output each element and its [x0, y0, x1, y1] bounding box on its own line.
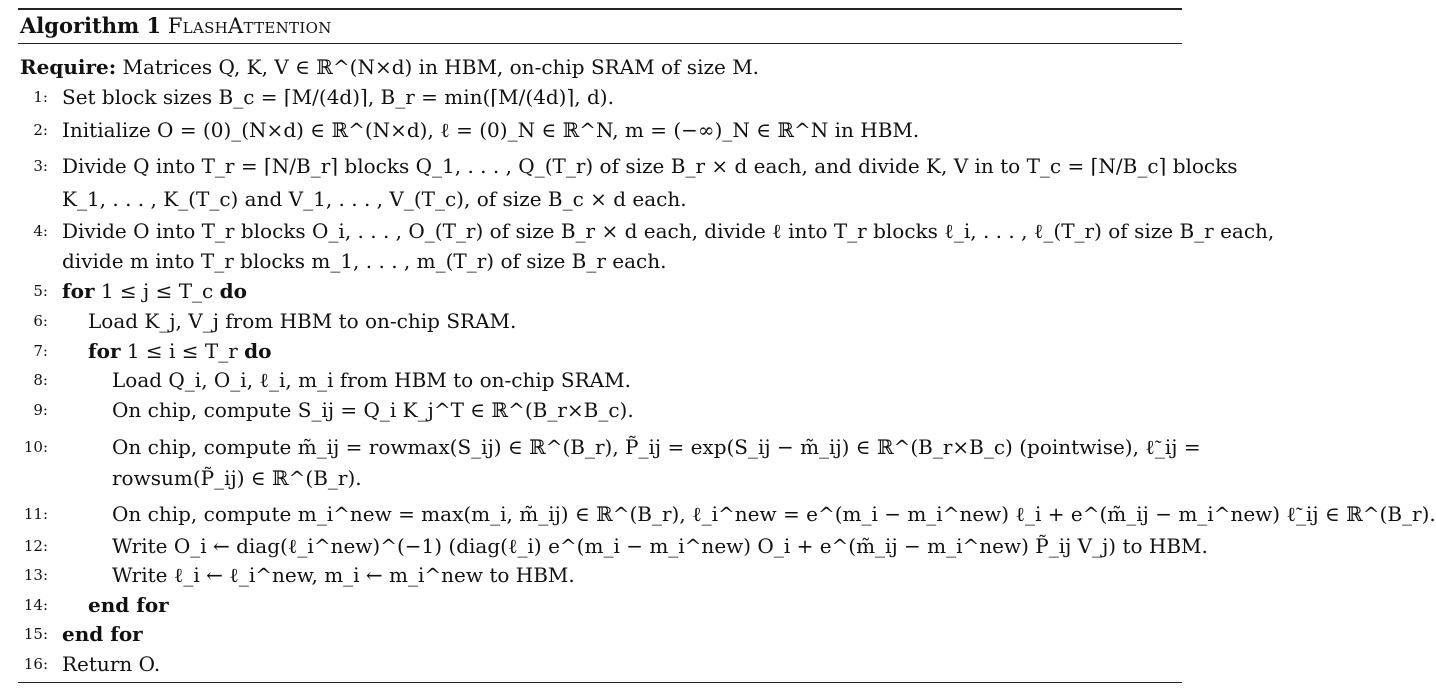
line-text: Initialize O = (0)_(N×d) ∈ ℝ^(N×d), ℓ = (0)_N ∈ ℝ^N, m = (−∞)_N ∈ ℝ^N in HBM.: [62, 118, 920, 142]
line-number: 10:: [23, 438, 48, 456]
for-keyword: for: [88, 339, 121, 363]
require-keyword: Require:: [20, 55, 117, 79]
line-text: [62, 278, 1180, 304]
loop-range: 1 ≤ i ≤ T_r: [126, 339, 238, 363]
require-line: [20, 54, 759, 80]
top-rule: [18, 8, 1182, 10]
require-text: Matrices Q, K, V ∈ ℝ^(N×d) in HBM, on-chip SRAM of size M.: [122, 55, 760, 79]
line-number: 13:: [23, 566, 48, 584]
line-number: 11:: [23, 505, 48, 523]
line-text: On chip, compute S_ij = Q_i K_j^T ∈ ℝ^(B_r×B_c).: [112, 398, 634, 422]
line-text: rowsum(P̃_ij) ∈ ℝ^(B_r).: [112, 466, 362, 490]
line-number: 15:: [23, 625, 48, 643]
line-number: 14:: [23, 596, 48, 614]
line-number: 9:: [33, 401, 48, 419]
end-for-keyword: end for: [62, 622, 143, 646]
line-text: divide m into T_r blocks m_1, . . . , m_(T_r) of size B_r each.: [62, 249, 667, 273]
do-keyword: do: [219, 279, 247, 303]
line-number: 8:: [33, 371, 48, 389]
line-text: Divide Q into T_r = ⌈N/B_r⌉ blocks Q_1, . . . , Q_(T_r) of size B_r × d each, and divide K, V in to T_c = ⌈N/B_c⌉ blocks: [62, 154, 1238, 178]
line-text: On chip, compute m_i^new = max(m_i, m̃_ij) ∈ ℝ^(B_r), ℓ_i^new = e^(m_i − m_i^new) ℓ_i + e^(m̃_ij − m_i^new) ℓ̃_ij ∈ ℝ^(B_r).: [112, 502, 1436, 526]
algorithm-label: Algorithm 1: [20, 13, 162, 38]
line-text: Set block sizes B_c = ⌈M/(4d)⌉, B_r = min(⌈M/(4d)⌉, d).: [62, 85, 614, 109]
line-number: 4:: [33, 222, 48, 240]
line-number: 5:: [33, 282, 48, 300]
line-text: [88, 338, 1180, 364]
do-keyword: do: [244, 339, 272, 363]
line-text: On chip, compute m̃_ij = rowmax(S_ij) ∈ ℝ^(B_r), P̃_ij = exp(S_ij − m̃_ij) ∈ ℝ^(B_r×B_c) (pointwise), ℓ̃_ij =: [112, 435, 1201, 459]
bottom-rule: [18, 682, 1182, 683]
line-text: Write ℓ_i ← ℓ_i^new, m_i ← m_i^new to HBM.: [112, 563, 575, 587]
for-keyword: for: [62, 279, 95, 303]
algorithm-name: FlashAttention: [167, 14, 332, 38]
header-rule: [18, 43, 1182, 44]
loop-range: 1 ≤ j ≤ T_c: [100, 279, 214, 303]
line-text: Write O_i ← diag(ℓ_i^new)^(−1) (diag(ℓ_i) e^(m_i − m_i^new) O_i + e^(m̃_ij − m_i^new) P̃_ij V_j) to HBM.: [112, 534, 1208, 558]
line-number: 2:: [33, 121, 48, 139]
line-text: Divide O into T_r blocks O_i, . . . , O_(T_r) of size B_r × d each, divide ℓ into T_r blocks ℓ_i, . . . , ℓ_(T_r) of size B_r each,: [62, 219, 1275, 243]
end-for-keyword: end for: [88, 593, 169, 617]
line-number: 16:: [23, 655, 48, 673]
line-number: 3:: [33, 157, 48, 175]
line-number: 12:: [23, 537, 48, 555]
algorithm-title: [20, 13, 332, 39]
line-text: Return O.: [62, 652, 161, 676]
line-text: Load K_j, V_j from HBM to on-chip SRAM.: [88, 309, 517, 333]
line-text: Load Q_i, O_i, ℓ_i, m_i from HBM to on-chip SRAM.: [112, 368, 631, 392]
line-number: 1:: [33, 88, 48, 106]
line-number: 6:: [33, 312, 48, 330]
line-number: 7:: [33, 342, 48, 360]
line-text: K_1, . . . , K_(T_c) and V_1, . . . , V_(T_c), of size B_c × d each.: [62, 187, 687, 211]
